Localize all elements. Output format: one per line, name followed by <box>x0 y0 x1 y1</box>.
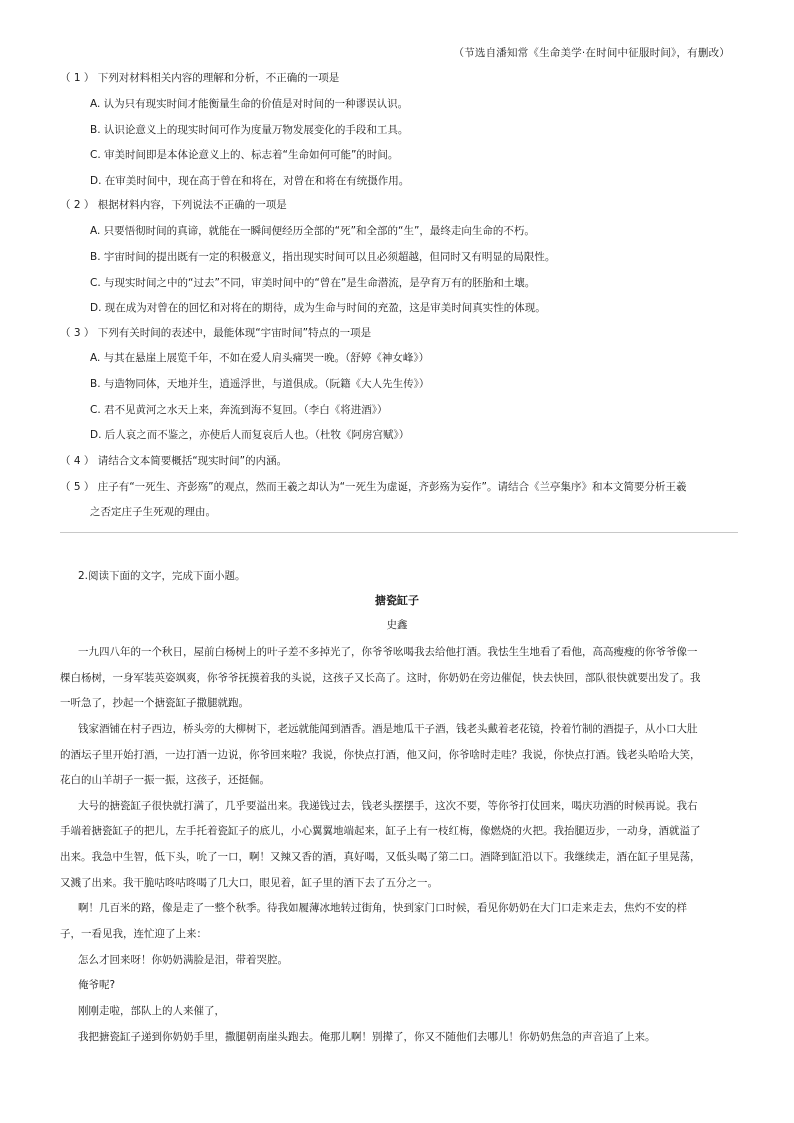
passage-line: 啊！几百米的路，像是走了一整个秋季。待我如履薄冰地转过街角，快到家门口时候，看见你奶奶在大门口走来走去，焦灼不安的样 <box>78 902 687 914</box>
source-note: （节选自潘知常《生命美学·在时间中征服时间》，有删改） <box>453 47 730 59</box>
question-1-option-b: B. 认识论意义上的现实时间可作为度量万物发展变化的手段和工具。 <box>90 124 409 136</box>
question-1-stem: （ 1 ） 下列对材料相关内容的理解和分析，不正确的一项是 <box>60 72 340 84</box>
passage-line: 钱家酒铺在村子西边，桥头旁的大柳树下，老远就能闻到酒香。酒是地瓜干子酒，钱老头戴着老花镜，拎着竹制的酒提子，从小口大肚 <box>78 723 698 735</box>
question-3-option-a: A. 与其在悬崖上展览千年，不如在爱人肩头痛哭一晚。（舒婷《神女峰》） <box>90 352 430 364</box>
passage-line: 出来。我急中生智，低下头，吮了一口，啊！又辣又香的酒，真好喝，又低头喝了第二口。酒降到缸沿以下。我继续走，酒在缸子里晃荡， <box>60 851 701 863</box>
question-1-option-d: D. 在审美时间中，现在高于曾在和将在，对曾在和将在有统摄作用。 <box>90 175 410 187</box>
passage-author: 史鑫 <box>386 619 408 631</box>
passage-title: 搪瓷缸子 <box>375 594 419 607</box>
question-3-option-c: C. 君不见黄河之水天上来，奔流到海不复回。（李白《将进酒》） <box>90 404 388 416</box>
question-3-option-b: B. 与造物同体，天地并生，逍遥浮世，与道俱成。（阮籍《大人先生传》） <box>90 378 430 390</box>
passage-line: 一九四八年的一个秋日，屋前白杨树上的叶子差不多掉光了，你爷爷吆喝我去给他打酒。我怯生生地看了看他，高高瘦瘦的你爷爷像一 <box>78 646 698 658</box>
passage-intro: 2.阅读下面的文字，完成下面小题。 <box>78 570 246 582</box>
question-2-stem: （ 2 ） 根据材料内容，下列说法不正确的一项是 <box>60 199 287 211</box>
question-3-option-d: D. 后人哀之而不鉴之，亦使后人而复哀后人也。（杜牧《阿房宫赋》） <box>90 429 410 441</box>
question-2-option-d: D. 现在成为对曾在的回忆和对将在的期待，成为生命与时间的充盈，这是审美时间真实性的体现。 <box>90 302 546 314</box>
passage-line: 子，一看见我，连忙迎了上来： <box>60 928 207 940</box>
passage-line: 的酒坛子里开始打酒，一边打酒一边说，你爷回来啦？我说，你快点打酒，他又问，你爷啥时走哇？我说，你快点打酒。钱老头哈哈大笑， <box>60 749 701 761</box>
question-2-option-c: C. 与现实时间之中的“过去”不同，审美时间中的“曾在”是生命潜流，是孕育万有的胚胎和土壤。 <box>90 277 536 289</box>
passage-line: 一听急了，抄起一个搪瓷缸子撒腿就跑。 <box>60 697 249 709</box>
passage-line: 我把搪瓷缸子递到你奶奶手里，撒腿朝南崖头跑去。俺那儿啊！别撵了，你又不随他们去哪儿！你奶奶焦急的声音追了上来。 <box>78 1031 656 1043</box>
passage-line: 俺爷呢? <box>78 979 116 991</box>
question-2-option-b: B. 宇宙时间的提出既有一定的积极意义，指出现实时间可以且必须超越，但同时又有明显的局限性。 <box>90 251 556 263</box>
passage-line: 又溅了出来。我干脆咕咚咕咚喝了几大口，眼见着，缸子里的酒下去了五分之一。 <box>60 877 438 889</box>
question-1-option-a: A. 认为只有现实时间才能衡量生命的价值是对时间的一种谬误认识。 <box>90 98 409 110</box>
question-1-option-c: C. 审美时间即是本体论意义上的、标志着“生命如何可能”的时间。 <box>90 149 399 161</box>
passage-line: 刚刚走啦，部队上的人来催了， <box>78 1005 225 1017</box>
section-divider <box>60 532 738 533</box>
question-4-stem: （ 4 ） 请结合文本简要概括“现实时间”的内涵。 <box>60 455 288 467</box>
question-2-option-a: A. 只要悟彻时间的真谛，就能在一瞬间便经历全部的“死”和全部的“生”，最终走向生命的不朽。 <box>90 225 535 237</box>
passage-line: 手端着搪瓷缸子的把儿，左手托着瓷缸子的底儿，小心翼翼地端起来，缸子上有一枝红梅，像燃烧的火把。我抬腿迈步，一动身，酒就溢了 <box>60 825 701 837</box>
passage-line: 大号的搪瓷缸子很快就打满了，几乎要溢出来。我递钱过去，钱老头摆摆手，这次不要，等你爷打仗回来，喝庆功酒的时候再说。我右 <box>78 800 698 812</box>
passage-line: 花白的山羊胡子一振一振，这孩子，还挺倔。 <box>60 774 270 786</box>
passage-line: 怎么才回来呀！你奶奶满脸是泪，带着哭腔。 <box>78 954 288 966</box>
question-5-continuation: 之否定庄子生死观的理由。 <box>90 506 216 518</box>
question-3-stem: （ 3 ） 下列有关时间的表述中，最能体现“宇宙时间”特点的一项是 <box>60 327 372 339</box>
question-5-stem: （ 5 ） 庄子有“一死生、齐彭殇”的观点，然而王羲之却认为“一死生为虚诞，齐彭殇为妄作”。请结合《兰亭集序》和本文简要分析王羲 <box>60 481 687 493</box>
passage-line: 棵白杨树，一身军装英姿飒爽，你爷爷抚摸着我的头说，这孩子又长高了。这时，你奶奶在旁边催促，快去快回，部队很快就要出发了。我 <box>60 672 701 684</box>
